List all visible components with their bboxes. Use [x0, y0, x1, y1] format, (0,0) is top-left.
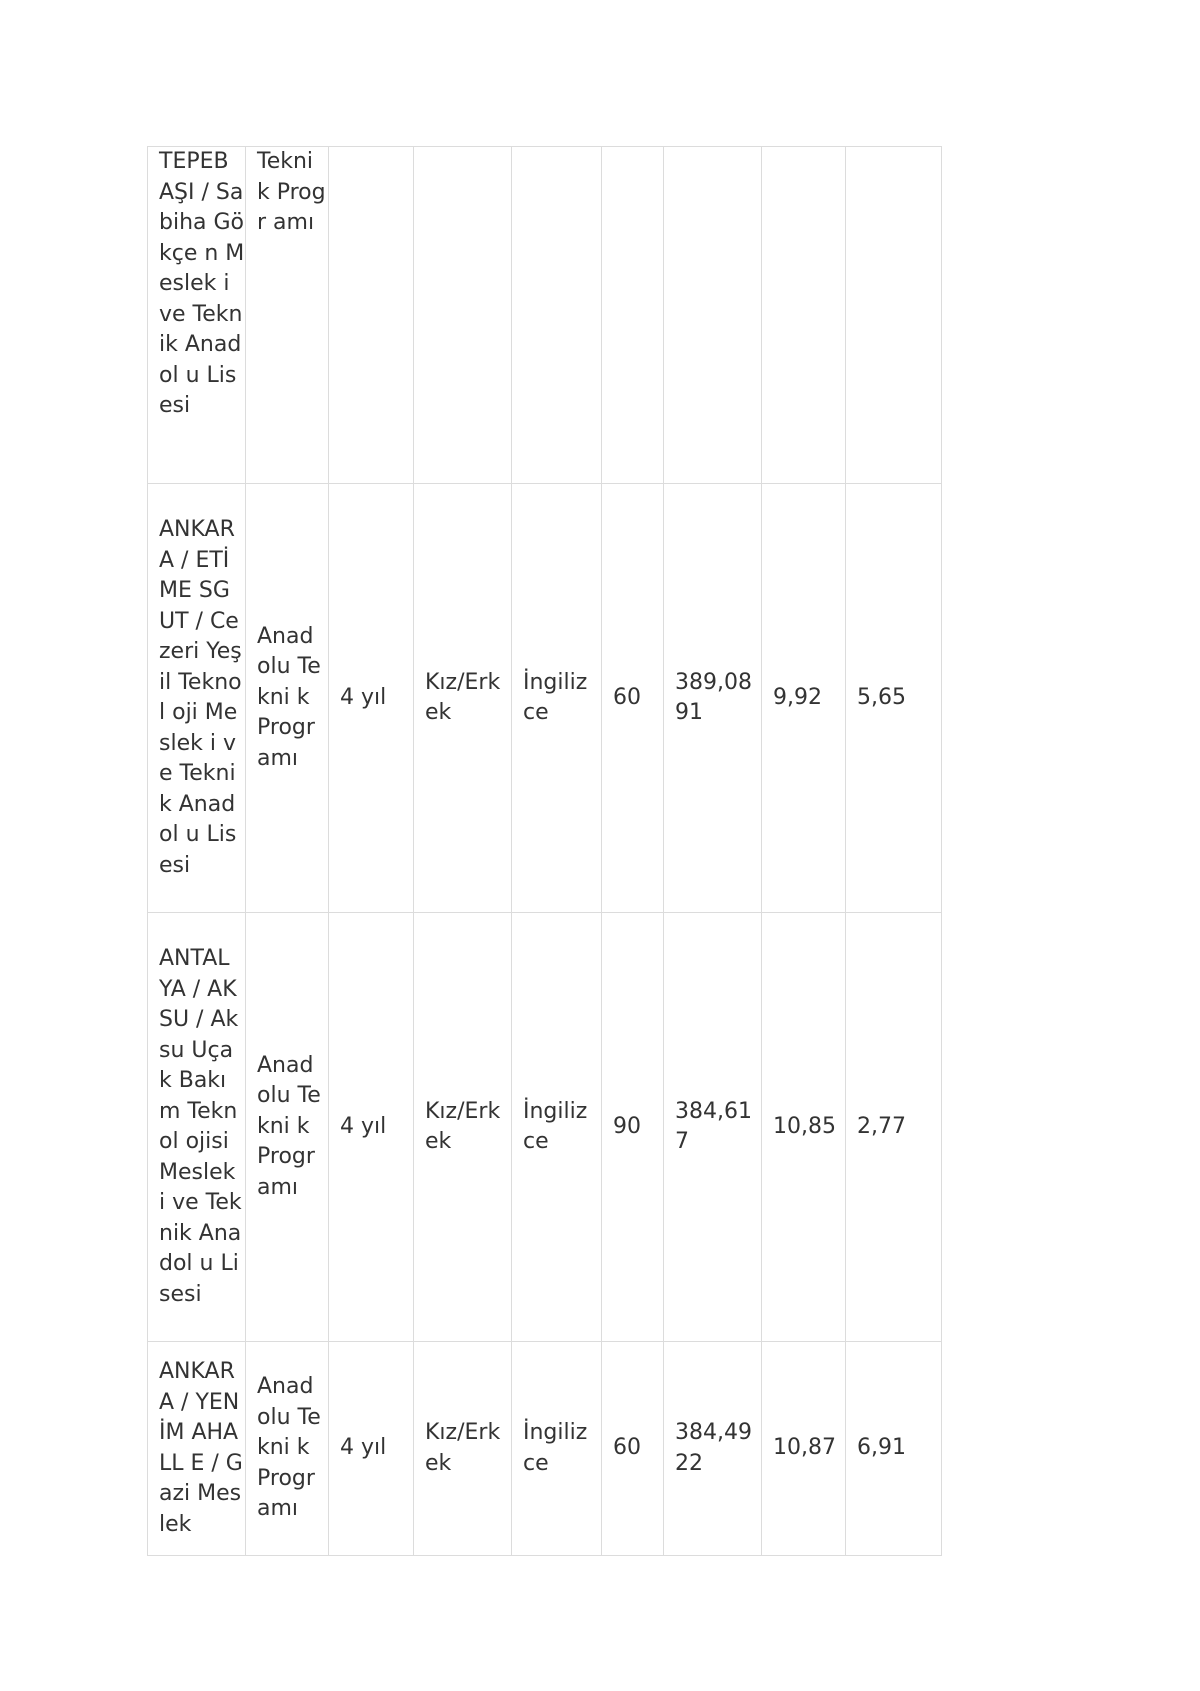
school-name-cell: ANTAL YA / AKSU / Aksu Uçak Bakım Teknol ojisi Meslek i ve Teknik Anadol u Lisesi [148, 913, 246, 1342]
percentile-a-cell [762, 147, 846, 484]
school-name-cell: TEPEB AŞI / Sabiha Gökçe n Meslek i ve Teknik Anadol u Lisesi [148, 147, 246, 484]
program-cell: Anad olu Tekni k Progr amı [246, 913, 329, 1342]
duration-cell: 4 yıl [329, 484, 414, 913]
percentile-b-cell: 6,91 [846, 1342, 942, 1556]
quota-cell: 60 [602, 1342, 664, 1556]
percentile-b-cell: 2,77 [846, 913, 942, 1342]
quota-cell: 90 [602, 913, 664, 1342]
school-name-cell: ANKAR A / YENİM AHALL E / Gazi Meslek [148, 1342, 246, 1556]
duration-cell [329, 147, 414, 484]
program-cell: Tekni k Progr amı [246, 147, 329, 484]
gender-cell [414, 147, 512, 484]
program-cell: Anad olu Tekni k Progr amı [246, 1342, 329, 1556]
language-cell: İngiliz ce [512, 913, 602, 1342]
gender-cell: Kız/Erk ek [414, 484, 512, 913]
language-cell: İngiliz ce [512, 1342, 602, 1556]
score-cell: 384,49 22 [664, 1342, 762, 1556]
table-row [148, 913, 942, 1342]
gender-cell: Kız/Erk ek [414, 1342, 512, 1556]
school-name-cell: ANKAR A / ETİME SGUT / Cezeri Yeşil Teknol oji Meslek i ve Teknik Anadol u Lisesi [148, 484, 246, 913]
quota-cell [602, 147, 664, 484]
language-cell [512, 147, 602, 484]
score-cell: 389,08 91 [664, 484, 762, 913]
program-cell: Anad olu Tekni k Progr amı [246, 484, 329, 913]
duration-cell: 4 yıl [329, 1342, 414, 1556]
school-table [147, 146, 942, 1556]
score-cell: 384,61 7 [664, 913, 762, 1342]
percentile-b-cell: 5,65 [846, 484, 942, 913]
gender-cell: Kız/Erk ek [414, 913, 512, 1342]
quota-cell: 60 [602, 484, 664, 913]
percentile-a-cell: 10,85 [762, 913, 846, 1342]
language-cell: İngiliz ce [512, 484, 602, 913]
duration-cell: 4 yıl [329, 913, 414, 1342]
score-cell [664, 147, 762, 484]
percentile-a-cell: 10,87 [762, 1342, 846, 1556]
percentile-a-cell: 9,92 [762, 484, 846, 913]
table-row [148, 1342, 942, 1556]
percentile-b-cell [846, 147, 942, 484]
table-row [148, 484, 942, 913]
table-row [148, 147, 942, 484]
